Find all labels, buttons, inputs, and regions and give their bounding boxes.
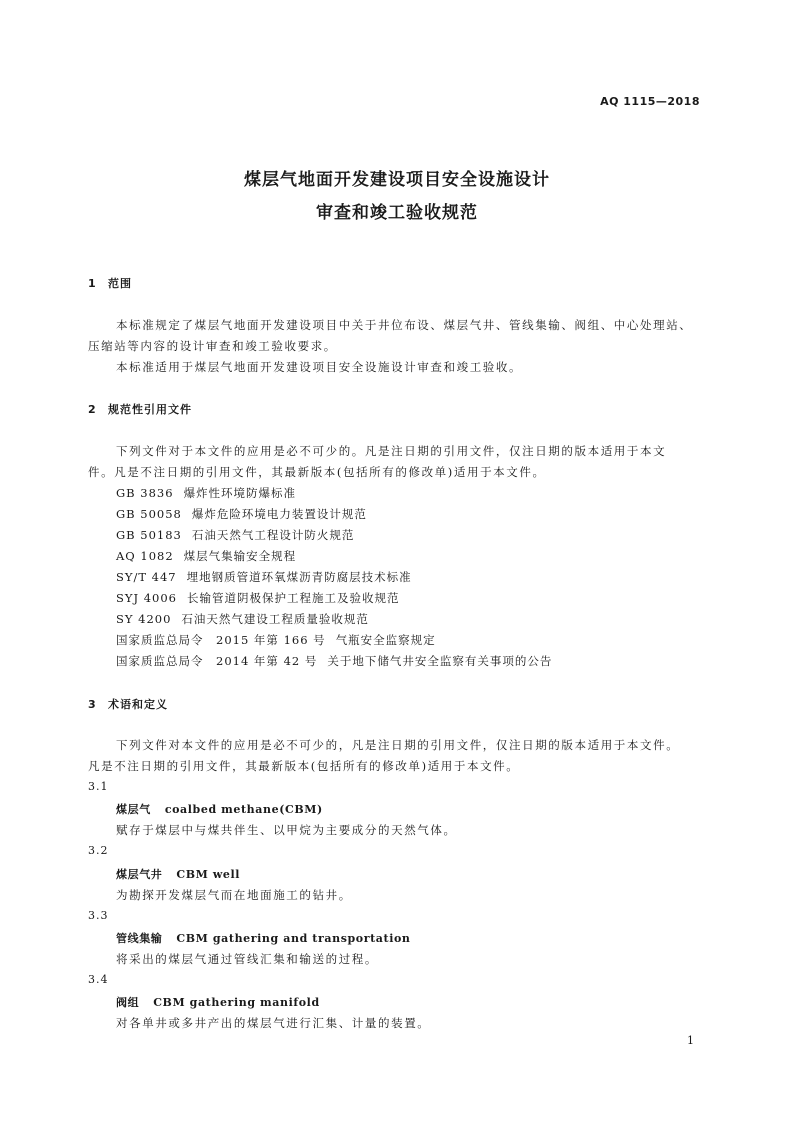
term-chinese: 煤层气 [116, 803, 151, 816]
reference-item [116, 485, 296, 501]
section-2-paragraph-line-2: 件。凡是不注日期的引用文件，其最新版本(包括所有的修改单)适用于本文件。 [88, 465, 546, 479]
term-english: CBM gathering manifold [153, 996, 320, 1009]
section-title: 术语和定义 [108, 698, 168, 711]
reference-name: 爆炸性环境防爆标准 [183, 486, 297, 500]
section-1-paragraph-1-line-2: 压缩站等内容的设计审查和竣工验收要求。 [88, 339, 337, 353]
reference-name: 气瓶安全监察规定 [335, 633, 436, 647]
term-number: 3.2 [88, 844, 109, 857]
term-english: coalbed methane(CBM) [164, 803, 323, 816]
term-title [116, 930, 411, 946]
term-chinese: 阀组 [116, 996, 140, 1009]
reference-code: SY 4200 [116, 612, 172, 626]
term-chinese: 煤层气井 [116, 868, 163, 881]
reference-item [116, 548, 296, 564]
reference-code: SYJ 4006 [116, 591, 178, 605]
reference-name: 石油天然气建设工程质量验收规范 [181, 612, 369, 626]
section-number: 1 [88, 277, 97, 290]
section-2-heading [88, 401, 192, 417]
term-title [116, 866, 240, 882]
reference-code: 国家质监总局令 2014 年第 42 号 [116, 654, 318, 668]
reference-item [116, 632, 436, 648]
page-number: 1 [687, 1034, 694, 1047]
document-title-line-2: 审查和竣工验收规范 [316, 203, 478, 223]
reference-name: 石油天然气工程设计防火规范 [191, 528, 355, 542]
reference-code: GB 3836 [116, 486, 174, 500]
term-definition: 将采出的煤层气通过管线汇集和输送的过程。 [116, 952, 378, 966]
section-3-paragraph-line-2: 凡是不注日期的引用文件，其最新版本(包括所有的修改单)适用于本文件。 [88, 759, 520, 773]
document-title-line-1: 煤层气地面开发建设项目安全设施设计 [244, 170, 550, 190]
reference-item [116, 569, 412, 585]
reference-code: 国家质监总局令 2015 年第 166 号 [116, 633, 326, 647]
section-number: 2 [88, 403, 97, 416]
reference-item [116, 653, 552, 669]
reference-name: 关于地下储气井安全监察有关事项的公告 [327, 654, 553, 668]
section-1-paragraph-2: 本标准适用于煤层气地面开发建设项目安全设施设计审查和竣工验收。 [116, 360, 523, 374]
term-number: 3.4 [88, 973, 109, 986]
reference-name: 长输管道阴极保护工程施工及验收规范 [187, 591, 400, 605]
term-english: CBM well [176, 868, 241, 881]
section-title: 规范性引用文件 [108, 403, 192, 416]
reference-item [116, 506, 367, 522]
section-2-paragraph-line-1: 下列文件对于本文件的应用是必不可少的。凡是注日期的引用文件，仅注日期的版本适用于本文 [116, 444, 667, 458]
term-english: CBM gathering and transportation [176, 932, 411, 945]
reference-code: GB 50058 [116, 507, 182, 521]
term-title [116, 801, 323, 817]
reference-name: 煤层气集输安全规程 [183, 549, 297, 563]
term-number: 3.3 [88, 909, 109, 922]
section-3-heading [88, 696, 168, 712]
reference-code: SY/T 447 [116, 570, 177, 584]
section-1-paragraph-1-line-1: 本标准规定了煤层气地面开发建设项目中关于井位布设、煤层气井、管线集输、阀组、中心处理站、 [116, 318, 693, 332]
reference-code: GB 50183 [116, 528, 182, 542]
reference-name: 爆炸危险环境电力装置设计规范 [191, 507, 367, 521]
section-1-heading [88, 275, 132, 291]
reference-item [116, 527, 354, 543]
term-definition: 为勘探开发煤层气而在地面施工的钻井。 [116, 888, 352, 902]
reference-code: AQ 1082 [116, 549, 174, 563]
term-definition: 赋存于煤层中与煤共伴生、以甲烷为主要成分的天然气体。 [116, 823, 457, 837]
reference-item [116, 611, 369, 627]
term-title [116, 994, 320, 1010]
reference-item [116, 590, 400, 606]
section-title: 范围 [108, 277, 132, 290]
term-chinese: 管线集输 [116, 932, 163, 945]
term-definition: 对各单井或多井产出的煤层气进行汇集、计量的装置。 [116, 1016, 431, 1030]
section-number: 3 [88, 698, 97, 711]
section-3-paragraph-line-1: 下列文件对本文件的应用是必不可少的，凡是注日期的引用文件，仅注日期的版本适用于本文件。 [116, 738, 680, 752]
term-number: 3.1 [88, 780, 109, 793]
standard-number: AQ 1115—2018 [600, 95, 700, 108]
reference-name: 埋地钢质管道环氧煤沥青防腐层技术标准 [186, 570, 412, 584]
